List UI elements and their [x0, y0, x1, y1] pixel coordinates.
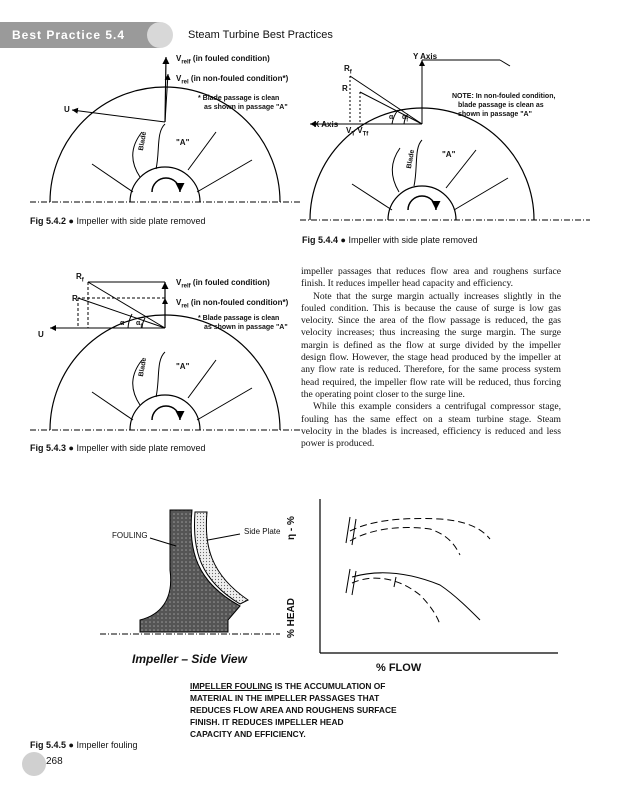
fig3-alpha-f: $\alpha_f$ [136, 320, 142, 330]
fig3-alpha: α [120, 320, 125, 327]
fig4-xaxis: X Axis [314, 120, 339, 129]
fig2-vrelf-label: $V_{relf}$ (in fouled condition) [176, 54, 270, 66]
fig2-blade-label: Blade [138, 131, 149, 152]
fig-5-4-2-caption: Fig 5.4.2 ● Impeller with side plate removed [30, 216, 206, 226]
fig3-rf: $R_f$ [76, 272, 84, 284]
fig2-u-label: U [64, 105, 70, 114]
head-axis-label: % HEAD [286, 597, 297, 638]
page-number: 268 [46, 756, 63, 767]
fouling-label: FOULING [112, 531, 148, 540]
fig3-a-label: "A" [176, 362, 190, 371]
page-number-circle [22, 752, 46, 776]
fig4-r: R [342, 84, 348, 93]
flow-axis-label: % FLOW [376, 662, 422, 674]
body-paragraph-1: impeller passages that reduces flow area and roughens surface finish. It reduces impeller head capacity and efficiency. [301, 266, 561, 290]
fig3-note: * Blade passage is clean as shown in passage "A" [198, 315, 288, 331]
running-title: Steam Turbine Best Practices [188, 29, 333, 41]
side-plate-label: Side Plate [244, 527, 281, 536]
fouling-definition: IMPELLER FOULING IS THE ACCUMULATION OF MATERIAL IN THE IMPELLER PASSAGES THAT REDUCES FLOW AREA AND ROUGHENS SURFACE FINISH. IT REDUCES IMPELLER HEAD CAPACITY AND EFFICIENCY. [190, 681, 397, 739]
body-text [301, 266, 561, 450]
fig-5-4-5-caption: Fig 5.4.5 ● Impeller fouling [30, 740, 138, 750]
fig-5-4-3-diagram [30, 268, 300, 438]
fig3-blade-label: Blade [138, 357, 149, 378]
fig-5-4-3-caption: Fig 5.4.3 ● Impeller with side plate removed [30, 443, 206, 453]
fig2-a-label: "A" [176, 138, 190, 147]
fig2-vrel-label: $V_{rel}$ (in non-fouled condition*) [176, 74, 289, 86]
section-label: Best Practice 5.4 [12, 28, 126, 42]
fig4-blade-label: Blade [406, 149, 417, 170]
fig4-a-label: "A" [442, 150, 456, 159]
body-paragraph-2: Note that the surge margin actually increases slightly in the fouled condition. This is because the cause of surge is low gas velocity. Since the area of the flow passage is reduced, the gas velocity increases; thus increasing the surge margin. The surge margin is defined as the flow at surge divided by the impeller design flow. However, the stage head produced by the impeller at any flow rate is reduced. Therefore, for the same process system head required, the impeller flow rate will be reduced, thus forcing the operating point closer to the surge line. [301, 290, 561, 400]
efficiency-head-chart [300, 495, 560, 660]
fig3-u: U [38, 330, 44, 339]
impeller-side-view-diagram [100, 500, 280, 650]
fig4-vt: $V_T$ $V_{Tf}$ [346, 126, 369, 138]
header-dot [147, 22, 173, 48]
fig2-note: * Blade passage is clean as shown in passage "A" [198, 95, 288, 111]
efficiency-axis-label: η - % [286, 516, 297, 540]
body-paragraph-3: While this example considers a centrifugal compressor stage, fouling has the same effect on a steam turbine stage. Steam velocity in the blades is increased, efficiency is reduced and less power is produced. [301, 401, 561, 450]
fig-5-4-4-diagram [300, 52, 590, 227]
side-view-title: Impeller – Side View [132, 652, 247, 666]
fig4-note: NOTE: In non-fouled condition, blade passage is clean as shown in passage "A" [452, 93, 556, 118]
fig3-vrel-label: $V_{rel}$ (in non-fouled condition*) [176, 298, 289, 310]
fig4-yaxis: Y Axis [413, 52, 438, 61]
fig3-vrelf-label: $V_{relf}$ (in fouled condition) [176, 278, 270, 290]
fig4-rf: $R_f$ [344, 64, 352, 76]
fig-5-4-4-caption: Fig 5.4.4 ● Impeller with side plate removed [302, 235, 478, 245]
fig3-r: R [72, 294, 78, 303]
fig4-alpha-f: $\alpha_f$ [402, 114, 408, 124]
fig4-alpha: α [389, 114, 394, 121]
